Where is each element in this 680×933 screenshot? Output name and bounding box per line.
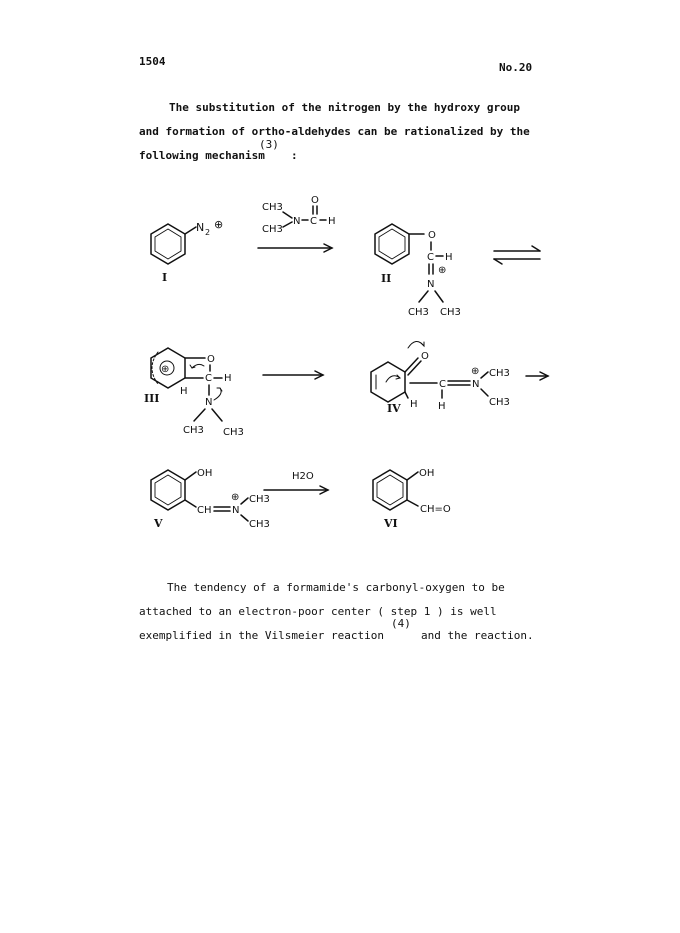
compound-i: [151, 218, 223, 284]
compound-iii-ch3-left: CH3: [183, 425, 204, 436]
compound-iv: [371, 341, 510, 415]
compound-ii-c: C: [427, 252, 434, 263]
arrow-1: [258, 244, 332, 252]
compound-vi-cho: CH=O: [420, 504, 451, 515]
compound-iv-h-ring: H: [410, 399, 418, 410]
benzene-ring-i-inner: [155, 229, 181, 259]
compound-iii-h-right: H: [224, 373, 232, 384]
para2-line3: [139, 617, 534, 648]
compound-i-subscript: 2: [205, 228, 211, 237]
compound-iv-charge: ⊕: [471, 366, 480, 377]
compound-iii-label: III: [144, 392, 160, 405]
compound-v-ch3-top: CH3: [249, 494, 270, 505]
dmf-c: C: [310, 216, 317, 227]
compound-v-label: V: [154, 517, 163, 530]
compound-iv-ch3-bottom: CH3: [489, 397, 510, 408]
compound-iii-c: C: [205, 373, 212, 384]
compound-iii-charge: ⊕: [161, 364, 170, 375]
compound-ii-ch3-right: CH3: [440, 307, 461, 318]
compound-iii: [144, 348, 244, 438]
compound-v-n: N: [232, 505, 240, 516]
para1-line3-text: following mechanism: [139, 149, 265, 162]
arrow-3: [526, 372, 548, 380]
compound-iv-c: C: [439, 379, 446, 390]
arrow-4: [264, 471, 328, 494]
para2-line1: The tendency of a formamide's carbonyl-oxygen to be: [167, 581, 505, 594]
benzene-ring-vi: [373, 470, 407, 510]
compound-v-oh: OH: [197, 468, 213, 479]
compound-vi: [373, 468, 451, 530]
compound-iv-h-c: H: [438, 401, 446, 412]
compound-ii-ch3-left: CH3: [408, 307, 429, 318]
compound-v: [151, 468, 270, 530]
compound-vi-oh: OH: [419, 468, 435, 479]
dmf-ch3-bottom: CH3: [262, 224, 283, 235]
compound-iv-label: IV: [387, 402, 401, 415]
compound-i-n: N: [196, 221, 205, 234]
compound-ii-o: O: [428, 230, 436, 241]
compound-v-charge: ⊕: [231, 492, 240, 503]
compound-i-charge: ⊕: [214, 218, 224, 231]
compound-iv-o: O: [421, 351, 429, 362]
dmf-reagent: [262, 195, 336, 235]
compound-iii-ch3-right: CH3: [223, 427, 244, 438]
compound-i-label: I: [162, 271, 168, 284]
compound-ii-h: H: [445, 252, 453, 263]
equilibrium-arrows: [494, 246, 540, 264]
para1-colon: :: [291, 149, 298, 162]
compound-ii-n: N: [427, 279, 435, 290]
compound-iii-n: N: [205, 397, 213, 408]
compound-iii-h-left: H: [180, 386, 188, 397]
arrow-2: [263, 371, 323, 379]
issue-number: No.20: [499, 61, 533, 74]
compound-iv-n: N: [472, 379, 480, 390]
benzene-ring-ii: [375, 224, 409, 264]
compound-vi-label: VI: [384, 517, 398, 530]
compound-ii-label: II: [381, 272, 392, 285]
compound-ii-charge: ⊕: [438, 265, 447, 276]
dmf-n: N: [293, 216, 301, 227]
para2-line3-end: and the reaction.: [421, 629, 534, 642]
reference-4: (4): [391, 617, 411, 630]
compound-v-ch3-bottom: CH3: [249, 519, 270, 530]
paragraph-formamide: [139, 576, 534, 648]
para2-line2: attached to an electron-poor center ( step 1 ) is well: [139, 605, 497, 618]
compound-iii-o: O: [207, 354, 215, 365]
compound-iv-ch3-top: CH3: [489, 368, 510, 379]
reference-3: (3): [259, 138, 279, 151]
dmf-o: O: [311, 195, 319, 206]
compound-ii: [375, 224, 461, 318]
para2-line3-text: exemplified in the Vilsmeier reaction: [139, 629, 385, 642]
water-reagent: H2O: [292, 471, 314, 482]
benzene-ring-v: [151, 470, 185, 510]
compound-v-ch: CH: [197, 505, 212, 516]
page-number: 1504: [139, 55, 166, 68]
para1-line2: and formation of ortho-aldehydes can be rationalized by the: [139, 125, 530, 138]
dmf-h: H: [328, 216, 336, 227]
dmf-ch3-top: CH3: [262, 202, 283, 213]
benzene-ring-i: [151, 224, 185, 264]
para1-line1: The substitution of the nitrogen by the hydroxy group: [169, 101, 520, 114]
